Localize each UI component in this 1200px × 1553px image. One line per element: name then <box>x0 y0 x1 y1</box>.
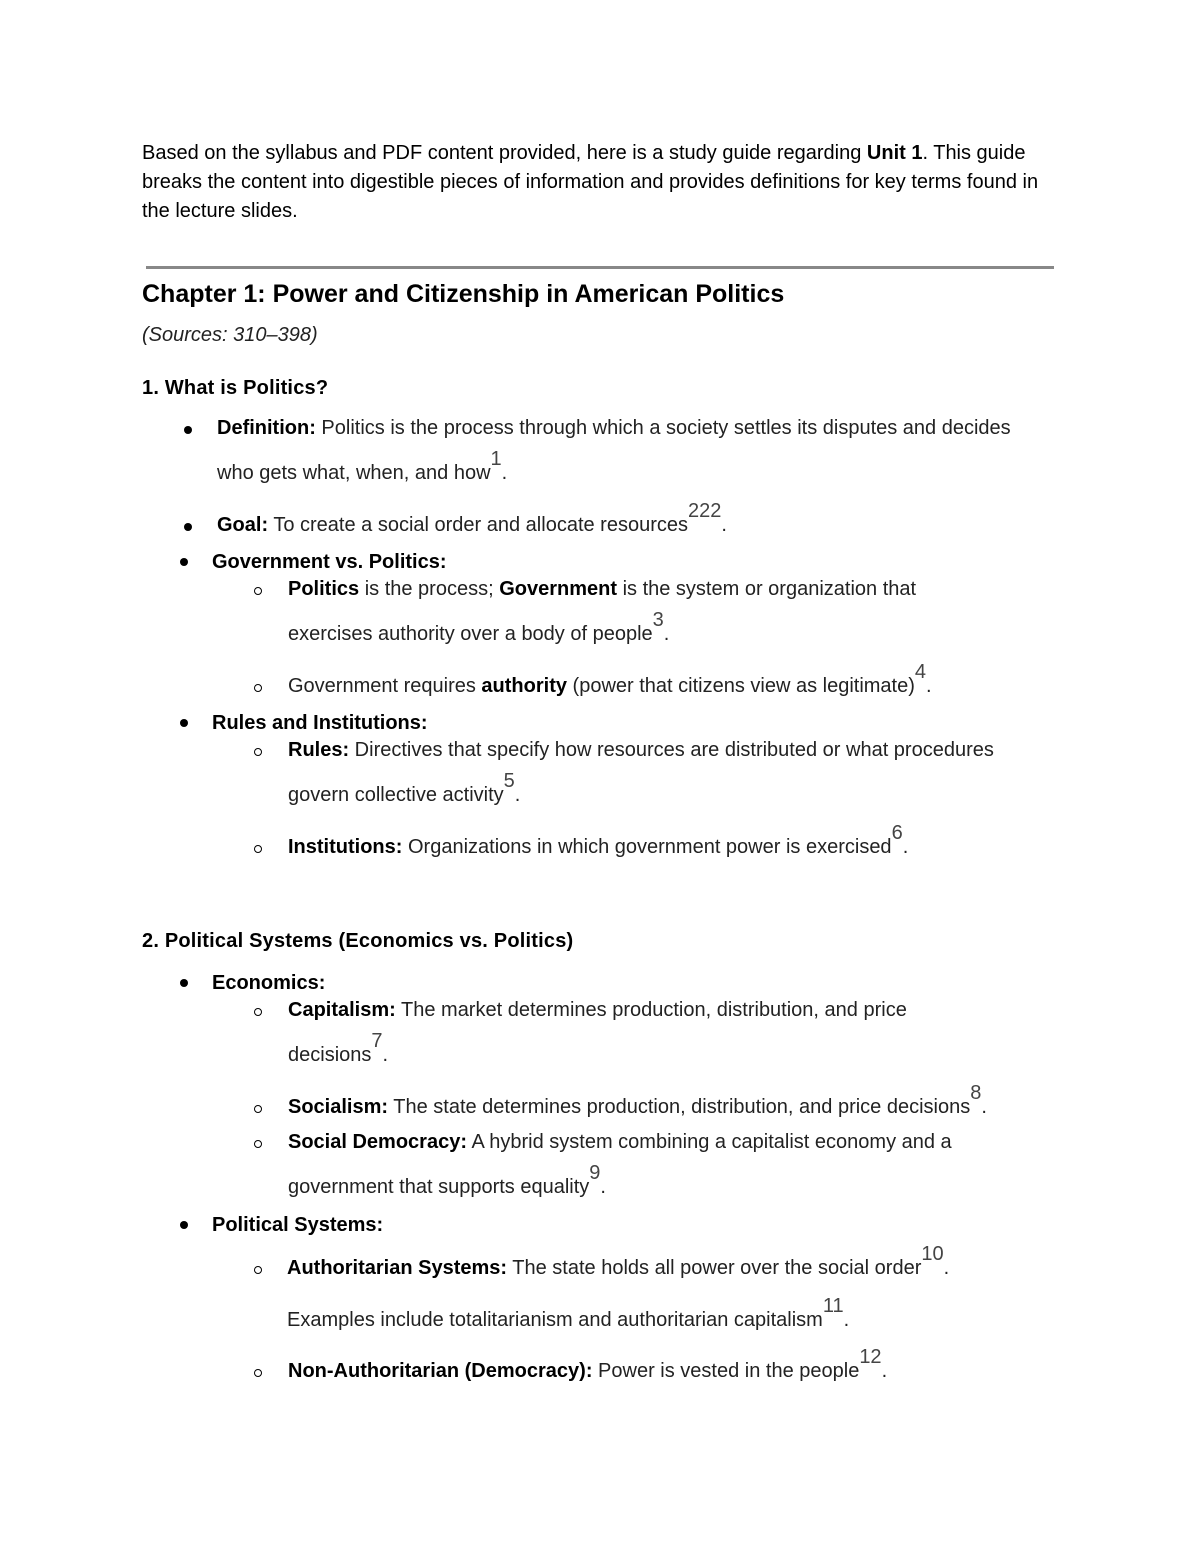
circle-bullet-icon <box>254 1008 262 1016</box>
intro-paragraph <box>142 139 1042 226</box>
circle-bullet-icon <box>254 587 262 595</box>
footnote-ref: 9 <box>589 1162 601 1184</box>
unit-label: Unit 1 <box>866 142 923 164</box>
list-item-social-democracy: Social Democracy: A hybrid system combining a capitalist economy and a government that supports equality$^9$. <box>288 1131 952 1198</box>
footnote-ref: 8 <box>970 1082 982 1104</box>
footnote-ref: 4 <box>914 661 927 683</box>
list-item-rules: Rules: Directives that specify how resources are distributed or what procedures govern collective activity$^5$. <box>288 739 994 806</box>
list-item-democracy: Non-Authoritarian (Democracy): Power is vested in the people$^{12}$. <box>288 1346 888 1382</box>
list-item-definition: Definition: Politics is the process through which a society settles its disputes and decides who gets what, when, and how$^1$. <box>217 417 1011 484</box>
chapter-sources: (Sources: 310–398) <box>142 324 318 346</box>
list-item-authority: Government requires authority (power that citizens view as legitimate)$^4$. <box>288 661 932 697</box>
list-item-politics-process: Politics is the process; Government is the system or organization that exercises authority over a body of people$^3$. <box>288 578 917 645</box>
footnote-ref: 6 <box>891 822 903 844</box>
bullet-icon <box>184 426 192 434</box>
intro-text-end: . This guide breaks the content into digestible pieces of information and provides definitions for key terms found in the lecture slides. <box>142 142 1039 222</box>
list-item-rules-institutions: Rules and Institutions: <box>212 712 428 734</box>
circle-bullet-icon <box>254 1105 262 1113</box>
list-item-political-systems: Political Systems: <box>212 1214 384 1236</box>
bullet-icon <box>184 523 192 531</box>
circle-bullet-icon <box>254 748 262 756</box>
circle-bullet-icon <box>254 1140 262 1148</box>
list-item-goal: Goal: To create a social order and allocate resources$^{222}$. <box>217 500 727 536</box>
circle-bullet-icon <box>254 845 262 853</box>
footnote-ref: 7 <box>371 1030 383 1052</box>
circle-bullet-icon <box>254 1369 262 1377</box>
list-item-capitalism: Capitalism: The market determines production, distribution, and price decisions$^7$. <box>288 999 907 1066</box>
footnote-ref: 12 <box>859 1346 882 1368</box>
chapter-title: Chapter 1: Power and Citizenship in American Politics <box>142 280 785 308</box>
bullet-icon <box>180 558 188 566</box>
bullet-icon <box>180 1221 188 1229</box>
circle-bullet-icon <box>254 1266 262 1274</box>
bullet-icon <box>180 719 188 727</box>
circle-bullet-icon <box>254 684 262 692</box>
section-heading: 1. What is Politics? <box>142 377 329 399</box>
list-item-institutions: Institutions: Organizations in which government power is exercised$^6$. <box>288 822 909 858</box>
list-item-gov-vs-politics: Government vs. Politics: <box>212 551 447 573</box>
footnote-ref: 10 <box>921 1243 944 1265</box>
intro-text: Based on the syllabus and PDF content provided, here is a study guide regarding <box>142 142 867 164</box>
list-item-socialism: Socialism: The state determines production, distribution, and price decisions$^8$. <box>288 1082 987 1118</box>
section-heading: 2. Political Systems (Economics vs. Politics) <box>142 930 574 952</box>
footnote-ref: 5 <box>503 770 515 792</box>
list-item-authoritarian: Authoritarian Systems: The state holds all power over the social order$^{10}$. Examples include totalitarianism and authoritarian capitalism$^{11}$. <box>287 1243 950 1331</box>
footnote-ref: 11 <box>822 1295 844 1317</box>
list-item-economics: Economics: <box>212 972 326 994</box>
footnote-ref: 1 <box>490 448 502 470</box>
bullet-icon <box>180 979 188 987</box>
horizontal-rule <box>146 266 1054 269</box>
footnote-ref: 3 <box>652 609 664 631</box>
footnote-ref: 222 <box>688 500 722 522</box>
